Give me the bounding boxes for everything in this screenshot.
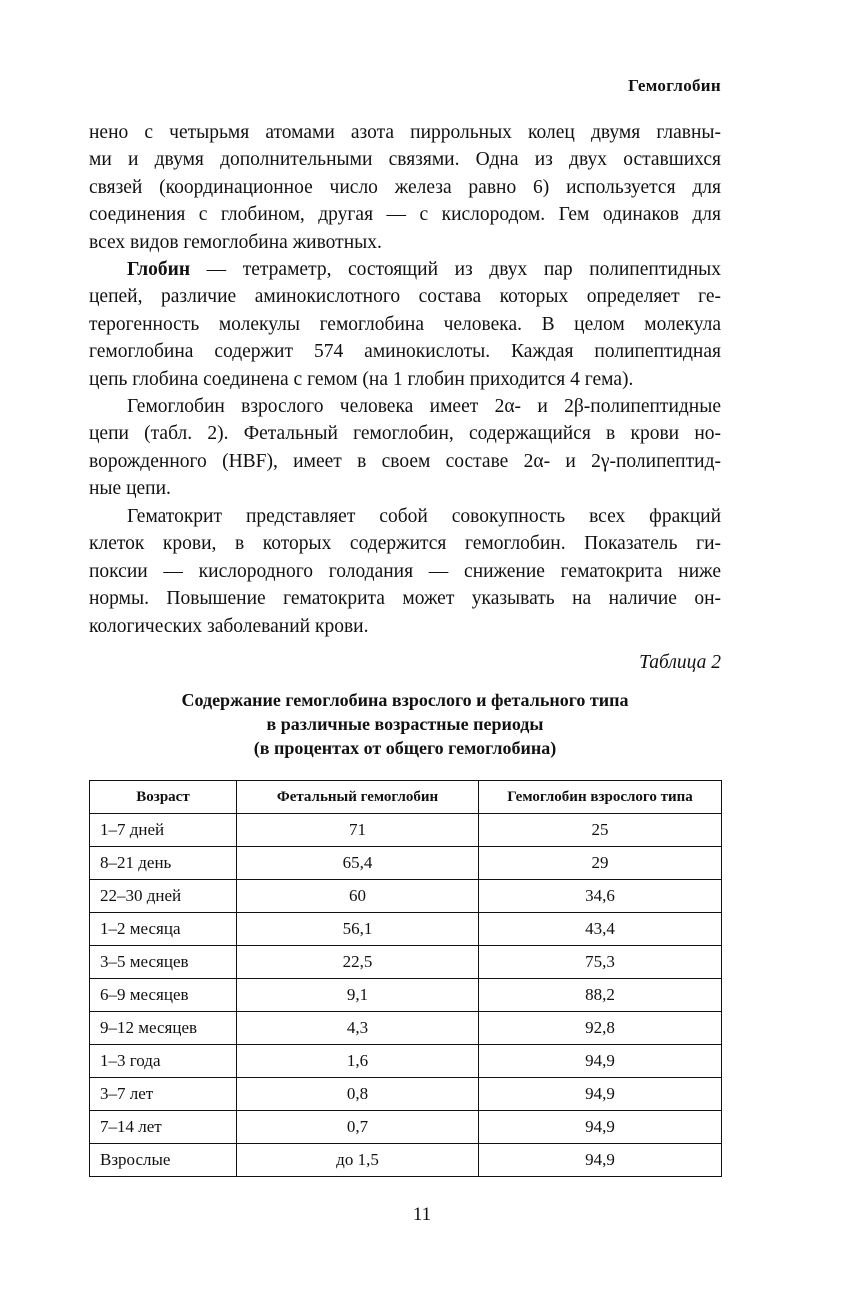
text-line: цепи (табл. 2). Фетальный гемоглобин, содержащийся в крови но-	[89, 423, 721, 445]
cell-fetal: 65,4	[237, 847, 479, 880]
cell-adult: 34,6	[479, 880, 722, 913]
column-header-fetal: Фетальный гемоглобин	[237, 781, 479, 814]
table-row	[90, 1144, 722, 1177]
cell-fetal: 22,5	[237, 946, 479, 979]
cell-adult: 43,4	[479, 913, 722, 946]
cell-adult: 75,3	[479, 946, 722, 979]
cell-fetal: 56,1	[237, 913, 479, 946]
paragraph-4	[89, 503, 721, 640]
cell-adult: 94,9	[479, 1045, 722, 1078]
cell-adult: 94,9	[479, 1144, 722, 1177]
cell-fetal: 4,3	[237, 1012, 479, 1045]
text-span: — тетраметр, состоящий из двух пар полипептидных	[190, 259, 721, 280]
cell-fetal: 1,6	[237, 1045, 479, 1078]
cell-adult: 94,9	[479, 1111, 722, 1144]
cell-adult: 92,8	[479, 1012, 722, 1045]
cell-fetal: 60	[237, 880, 479, 913]
cell-age: 1–3 года	[90, 1045, 237, 1078]
text-line: поксии — кислородного голодания — снижение гематокрита ниже	[89, 560, 721, 582]
table-header-row	[90, 781, 722, 814]
cell-fetal: 9,1	[237, 979, 479, 1012]
cell-age: 22–30 дней	[90, 880, 237, 913]
text-line: ми и двумя дополнительными связями. Одна из двух оставшихся	[89, 149, 721, 171]
text-line: связей (координационное число железа равно 6) используется для	[89, 176, 721, 198]
text-line: кологических заболеваний крови.	[89, 615, 369, 637]
table-row	[90, 880, 722, 913]
text-line: нормы. Повышение гематокрита может указывать на наличие он-	[89, 588, 721, 610]
text-line: всех видов гемоглобина животных.	[89, 231, 382, 253]
text-line: клеток крови, в которых содержится гемоглобин. Показатель ги-	[89, 533, 721, 555]
table-row	[90, 979, 722, 1012]
cell-age: 3–5 месяцев	[90, 946, 237, 979]
paragraph-3	[89, 393, 721, 503]
cell-age: 7–14 лет	[90, 1111, 237, 1144]
caption-line: (в процентах от общего гемоглобина)	[253, 738, 557, 758]
text-line: Гематокрит представляет собой совокупность всех фракций	[127, 506, 721, 527]
text-line: ворожденного (HBF), имеет в своем составе 2α- и 2γ-полипептид-	[89, 450, 721, 472]
table-row	[90, 1078, 722, 1111]
table-caption	[89, 688, 721, 760]
paragraph-1	[89, 119, 721, 256]
column-header-age: Возраст	[90, 781, 237, 814]
paragraph-2	[89, 256, 721, 393]
text-line: нено с четырьмя атомами азота пиррольных колец двумя главны-	[89, 122, 721, 143]
text-line: цепь глобина соединена с гемом (на 1 глобин приходится 4 гема).	[89, 368, 634, 390]
table-row	[90, 913, 722, 946]
cell-age: Взрослые	[90, 1144, 237, 1177]
cell-age: 9–12 месяцев	[90, 1012, 237, 1045]
table-label: Таблица 2	[639, 652, 721, 673]
text-line	[89, 256, 721, 283]
cell-fetal: 0,7	[237, 1111, 479, 1144]
table-row	[90, 1111, 722, 1144]
cell-age: 1–7 дней	[90, 814, 237, 847]
bold-term: Глобин	[127, 259, 191, 280]
cell-adult: 88,2	[479, 979, 722, 1012]
table-row	[90, 1045, 722, 1078]
hemoglobin-table	[89, 780, 722, 1177]
caption-line: в различные возрастные периоды	[266, 714, 544, 734]
cell-age: 1–2 месяца	[90, 913, 237, 946]
table-row	[90, 946, 722, 979]
cell-age: 3–7 лет	[90, 1078, 237, 1111]
column-header-adult: Гемоглобин взрослого типа	[479, 781, 722, 814]
table-row	[90, 847, 722, 880]
caption-line: Содержание гемоглобина взрослого и фетального типа	[181, 690, 629, 710]
cell-age: 8–21 день	[90, 847, 237, 880]
cell-adult: 94,9	[479, 1078, 722, 1111]
text-line: Гемоглобин взрослого человека имеет 2α- и 2β-полипептидные	[127, 396, 721, 417]
table-row	[90, 814, 722, 847]
text-line: терогенность молекулы гемоглобина человека. В целом молекула	[89, 313, 721, 335]
text-line: соединения с глобином, другая — с кислородом. Гем одинаков для	[89, 204, 721, 226]
cell-fetal: 71	[237, 814, 479, 847]
text-line: гемоглобина содержит 574 аминокислоты. Каждая полипептидная	[89, 341, 721, 363]
cell-fetal: 0,8	[237, 1078, 479, 1111]
cell-fetal: до 1,5	[237, 1144, 479, 1177]
table-row	[90, 1012, 722, 1045]
cell-adult: 25	[479, 814, 722, 847]
page-number: 11	[412, 1204, 432, 1225]
running-head: Гемоглобин	[628, 76, 721, 95]
text-line: цепей, различие аминокислотного состава которых определяет ге-	[89, 286, 721, 308]
cell-adult: 29	[479, 847, 722, 880]
text-line: ные цепи.	[89, 478, 171, 500]
cell-age: 6–9 месяцев	[90, 979, 237, 1012]
